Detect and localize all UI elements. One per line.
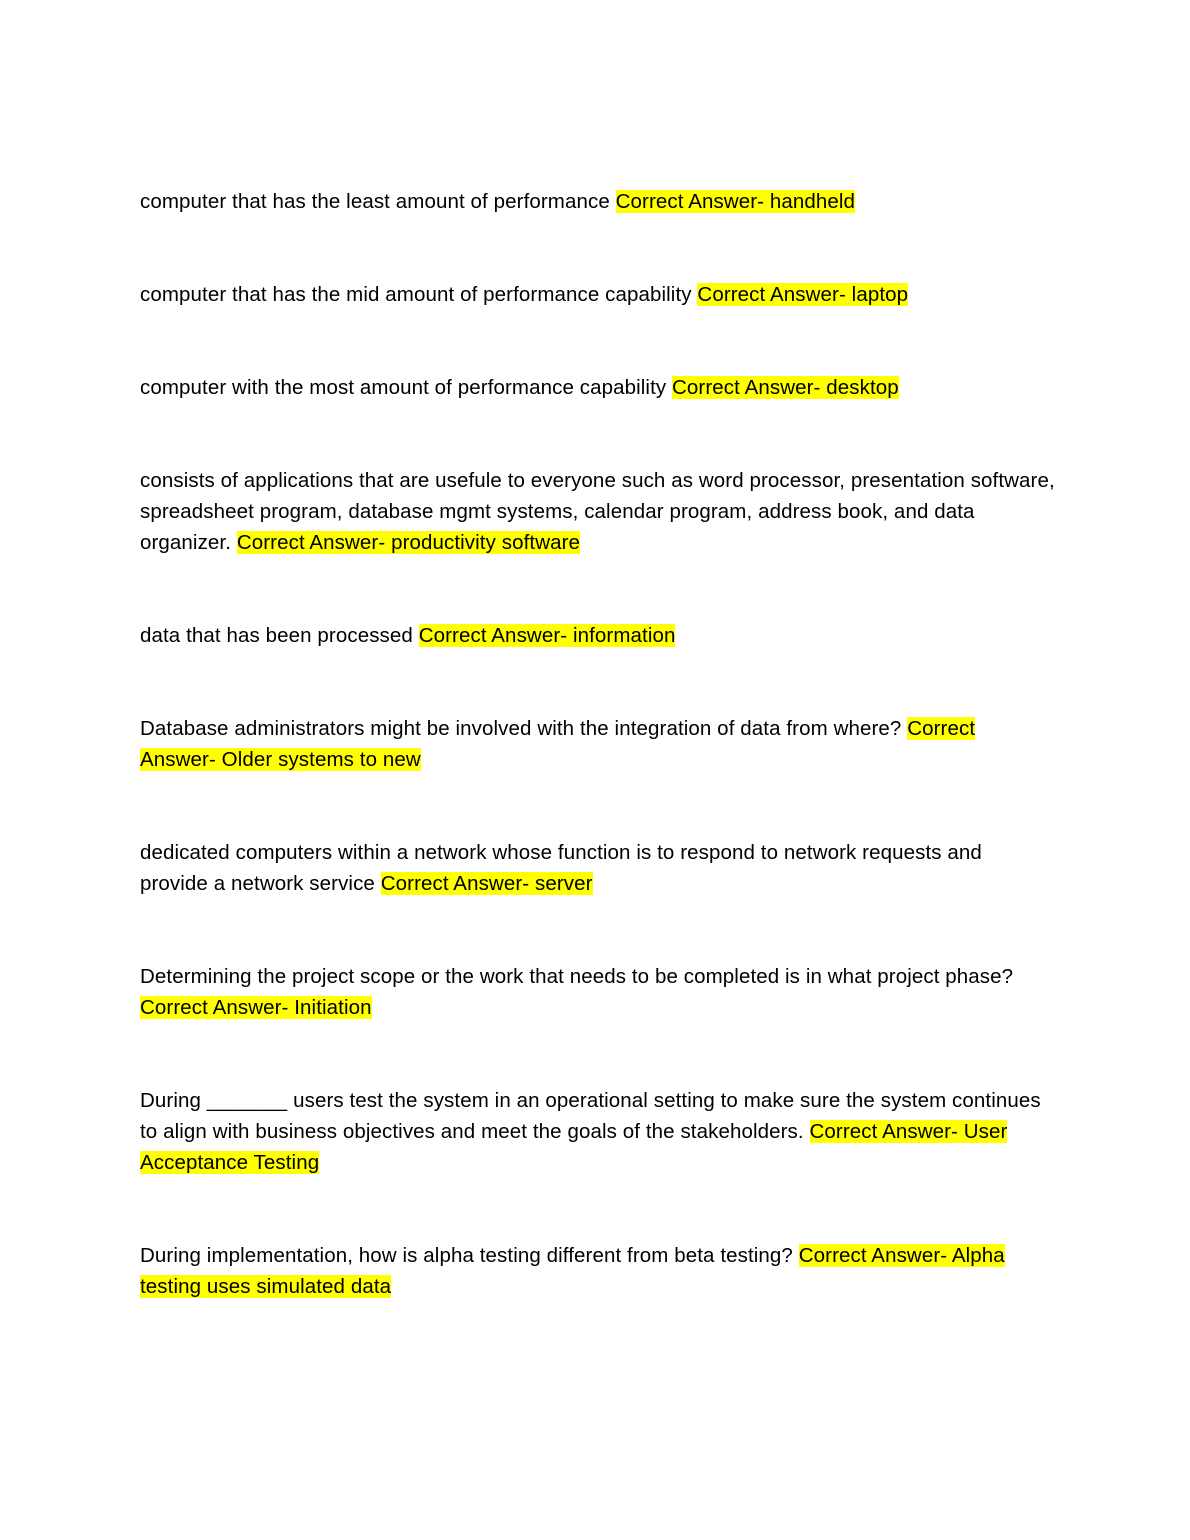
qa-item	[140, 713, 1055, 775]
answer-highlight: Correct Answer- laptop	[697, 283, 909, 306]
question-text: Determining the project scope or the work that needs to be completed is in what project phase?	[140, 965, 1014, 988]
question-text: computer that has the mid amount of performance capability	[140, 283, 692, 306]
question-text: Database administrators might be involved with the integration of data from where?	[140, 717, 902, 740]
qa-item	[140, 620, 1055, 651]
qa-list	[140, 186, 1055, 1302]
question-text: During _______ users test the system in an operational setting to make sure the system continues to align with business objectives and meet the goals of the stakeholders.	[140, 1089, 1041, 1143]
qa-item	[140, 1240, 1055, 1302]
qa-item	[140, 837, 1055, 899]
qa-item	[140, 1085, 1055, 1178]
question-text: computer that has the least amount of performance	[140, 190, 610, 213]
question-text: consists of applications that are usefule to everyone such as word processor, presentation software, spreadsheet program, database mgmt systems, calendar program, address book, and data organizer.	[140, 469, 1055, 554]
answer-highlight: Correct Answer- Initiation	[140, 996, 372, 1019]
qa-item	[140, 186, 1055, 217]
answer-highlight: Correct Answer- information	[418, 624, 676, 647]
qa-item	[140, 279, 1055, 310]
answer-highlight: Correct Answer- User Acceptance Testing	[140, 1120, 1008, 1174]
answer-highlight: Correct Answer- server	[380, 872, 593, 895]
answer-highlight: Correct Answer- productivity software	[236, 531, 581, 554]
qa-item	[140, 961, 1055, 1023]
answer-highlight: Correct Answer- Alpha testing uses simulated data	[140, 1244, 1005, 1298]
answer-highlight: Correct Answer- handheld	[615, 190, 856, 213]
question-text: data that has been processed	[140, 624, 413, 647]
question-text: During implementation, how is alpha testing different from beta testing?	[140, 1244, 793, 1267]
qa-item	[140, 465, 1055, 558]
answer-highlight: Correct Answer- desktop	[672, 376, 899, 399]
question-text: dedicated computers within a network whose function is to respond to network requests and provide a network service	[140, 841, 982, 895]
qa-item	[140, 372, 1055, 403]
question-text: computer with the most amount of performance capability	[140, 376, 667, 399]
answer-highlight: Correct Answer- Older systems to new	[140, 717, 976, 771]
